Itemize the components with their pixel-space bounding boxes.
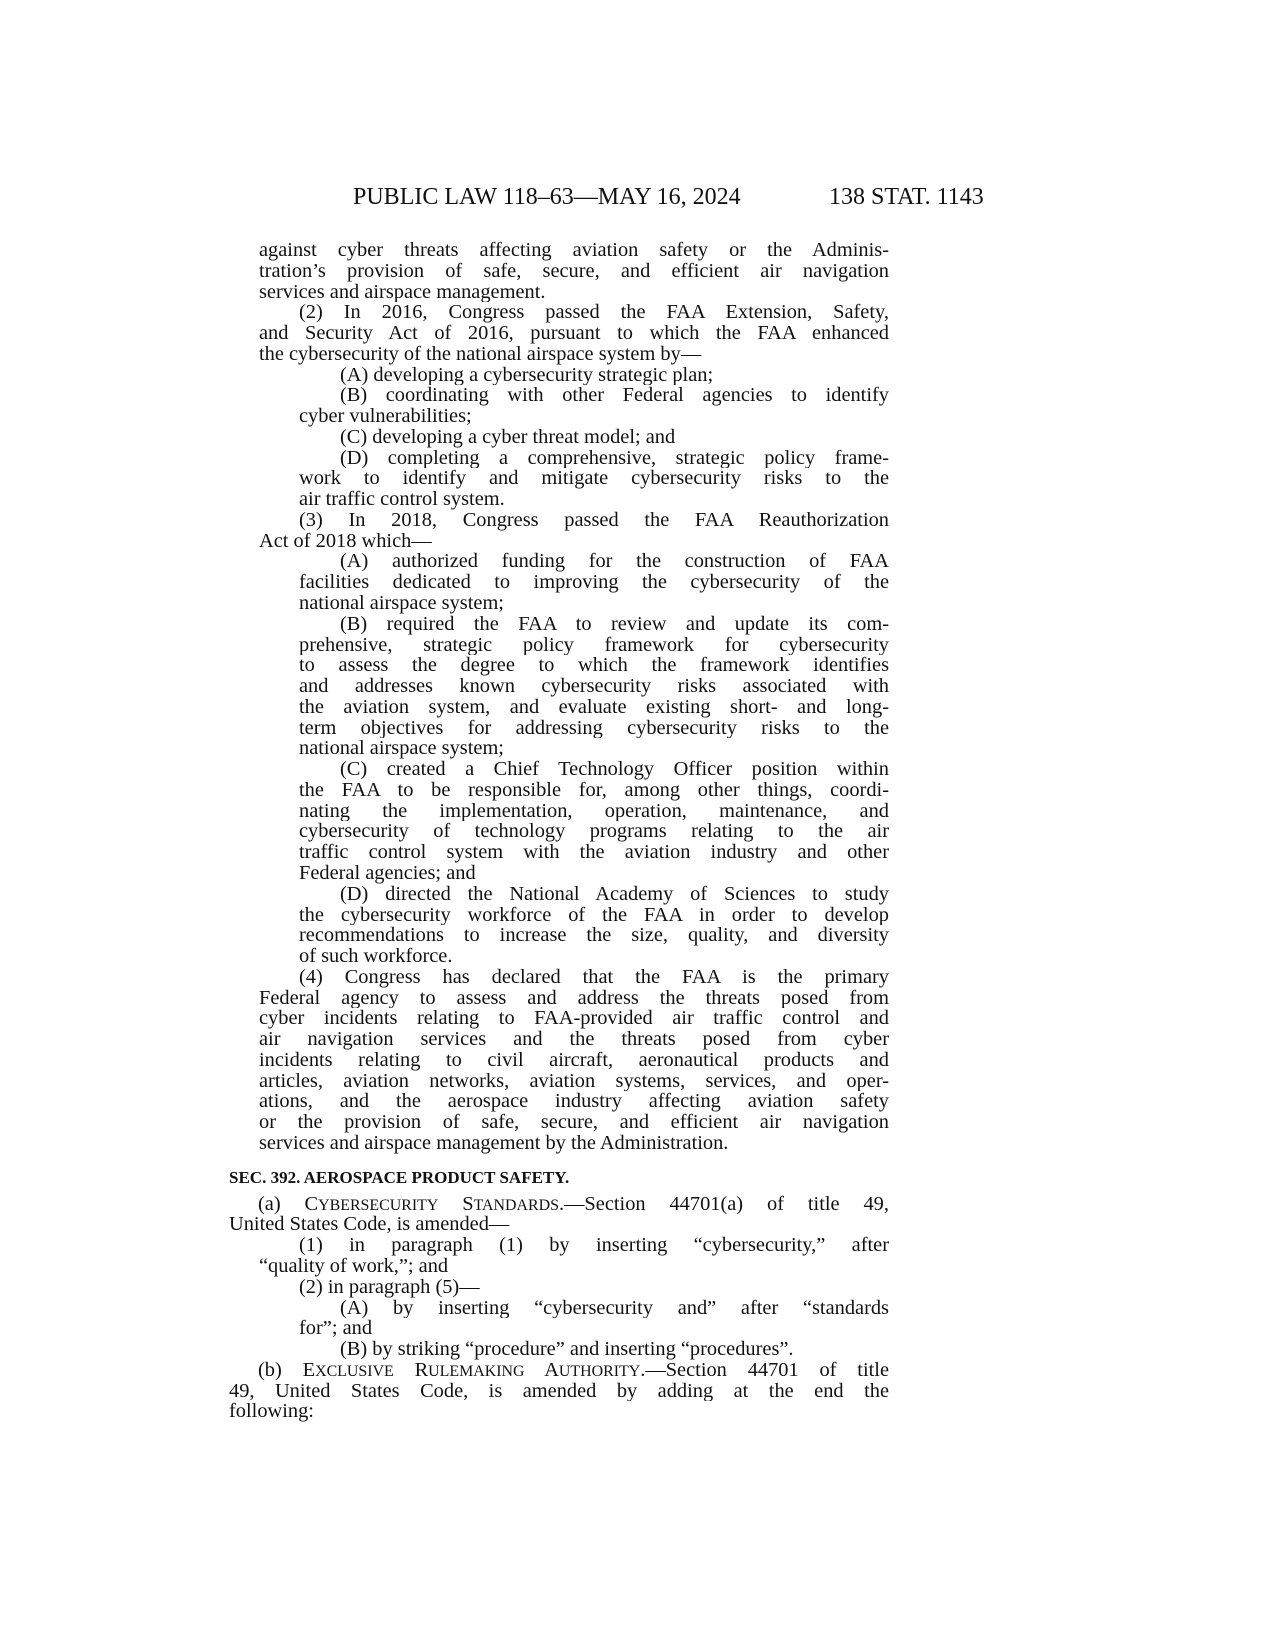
findings-line: national airspace system; — [299, 738, 504, 760]
findings-line: air navigation services and the threats posed from cyber — [259, 1029, 889, 1050]
section-line: 49, United States Code, is amended by adding at the end the — [229, 1380, 889, 1402]
findings-line: term objectives for addressing cybersecurity risks to the — [299, 717, 889, 739]
findings-line: (A) authorized funding for the construction of FAA — [340, 551, 889, 573]
findings-line: the FAA to be responsible for, among other things, coordi- — [299, 779, 889, 801]
findings-line: facilities dedicated to improving the cybersecurity of the — [299, 572, 889, 594]
findings-line: services and airspace management by the Administration. — [259, 1132, 729, 1154]
findings-line: tration’s provision of safe, secure, and efficient air navigation — [259, 260, 889, 282]
section-line: (b) EXCLUSIVE RULEMAKING AUTHORITY.—Section 44701 of title — [258, 1359, 889, 1381]
section-392-text — [229, 1194, 889, 1422]
section-line: following: — [229, 1401, 314, 1423]
findings-line: and Security Act of 2016, pursuant to which the FAA enhanced — [259, 323, 889, 344]
section-heading: SEC. 392. AEROSPACE PRODUCT SAFETY. — [229, 1167, 570, 1187]
section-line: United States Code, is amended— — [229, 1214, 510, 1236]
findings-line: recommendations to increase the size, quality, and diversity — [299, 925, 889, 947]
findings-line: Federal agency to assess and address the threats posed from — [259, 987, 889, 1009]
findings-line: cyber incidents relating to FAA-provided air traffic control and — [259, 1008, 889, 1030]
findings-line: (C) developing a cyber threat model; and — [340, 426, 676, 448]
section-line: (B) by striking “procedure” and inserting “procedures”. — [340, 1339, 794, 1360]
findings-line: the cybersecurity workforce of the FAA in order to develop — [299, 904, 889, 926]
section-line: (a) CYBERSECURITY STANDARDS.—Section 44701(a) of title 49, — [258, 1193, 889, 1215]
findings-line: prehensive, strategic policy framework for cybersecurity — [299, 634, 889, 656]
findings-line: (2) In 2016, Congress passed the FAA Extension, Safety, — [299, 302, 889, 324]
running-header — [0, 181, 1275, 213]
findings-line: nating the implementation, operation, maintenance, and — [299, 800, 889, 822]
findings-line: (C) created a Chief Technology Officer position within — [340, 759, 889, 780]
findings-line: (4) Congress has declared that the FAA is the primary — [299, 966, 889, 988]
findings-line: of such workforce. — [299, 946, 453, 967]
findings-line: (D) directed the National Academy of Sciences to study — [340, 883, 889, 905]
findings-line: against cyber threats affecting aviation safety or the Adminis- — [259, 240, 889, 261]
findings-line: the cybersecurity of the national airspace system by— — [259, 343, 702, 365]
findings-line: and addresses known cybersecurity risks associated with — [299, 676, 889, 697]
findings-line: cybersecurity of technology programs relating to the air — [299, 821, 889, 843]
findings-line: services and airspace management. — [259, 281, 546, 303]
findings-text — [229, 240, 889, 1154]
findings-line: air traffic control system. — [299, 489, 505, 510]
section-line: “quality of work,”; and — [259, 1255, 449, 1277]
findings-line: articles, aviation networks, aviation systems, services, and oper- — [259, 1070, 889, 1092]
section-line: (1) in paragraph (1) by inserting “cybersecurity,” after — [299, 1235, 889, 1256]
section-line: for”; and — [299, 1318, 373, 1340]
findings-line: Act of 2018 which— — [259, 530, 432, 552]
header-stat-page: 138 STAT. 1143 — [829, 184, 984, 210]
findings-line: work to identify and mitigate cybersecurity risks to the — [299, 468, 889, 490]
findings-line: ations, and the aerospace industry affecting aviation safety — [259, 1091, 889, 1113]
findings-line: (B) coordinating with other Federal agencies to identify — [340, 385, 889, 407]
findings-line: cyber vulnerabilities; — [299, 406, 472, 427]
findings-line: incidents relating to civil aircraft, aeronautical products and — [259, 1049, 889, 1071]
findings-line: or the provision of safe, secure, and efficient air navigation — [259, 1112, 889, 1133]
findings-line: (A) developing a cybersecurity strategic plan; — [340, 364, 714, 386]
header-public-law-date: PUBLIC LAW 118–63—MAY 16, 2024 — [353, 184, 741, 210]
findings-line: (3) In 2018, Congress passed the FAA Reauthorization — [299, 509, 889, 531]
findings-line: (B) required the FAA to review and update its com- — [340, 613, 889, 635]
findings-line: the aviation system, and evaluate existing short- and long- — [299, 696, 889, 718]
findings-line: Federal agencies; and — [299, 862, 476, 884]
findings-line: national airspace system; — [299, 593, 504, 614]
findings-line: traffic control system with the aviation industry and other — [299, 842, 889, 863]
findings-line: (D) completing a comprehensive, strategic policy frame- — [340, 447, 889, 469]
findings-line: to assess the degree to which the framework identifies — [299, 655, 889, 677]
page-body — [229, 240, 889, 1422]
section-line: (2) in paragraph (5)— — [299, 1276, 480, 1298]
section-line: (A) by inserting “cybersecurity and” after “standards — [340, 1297, 889, 1319]
